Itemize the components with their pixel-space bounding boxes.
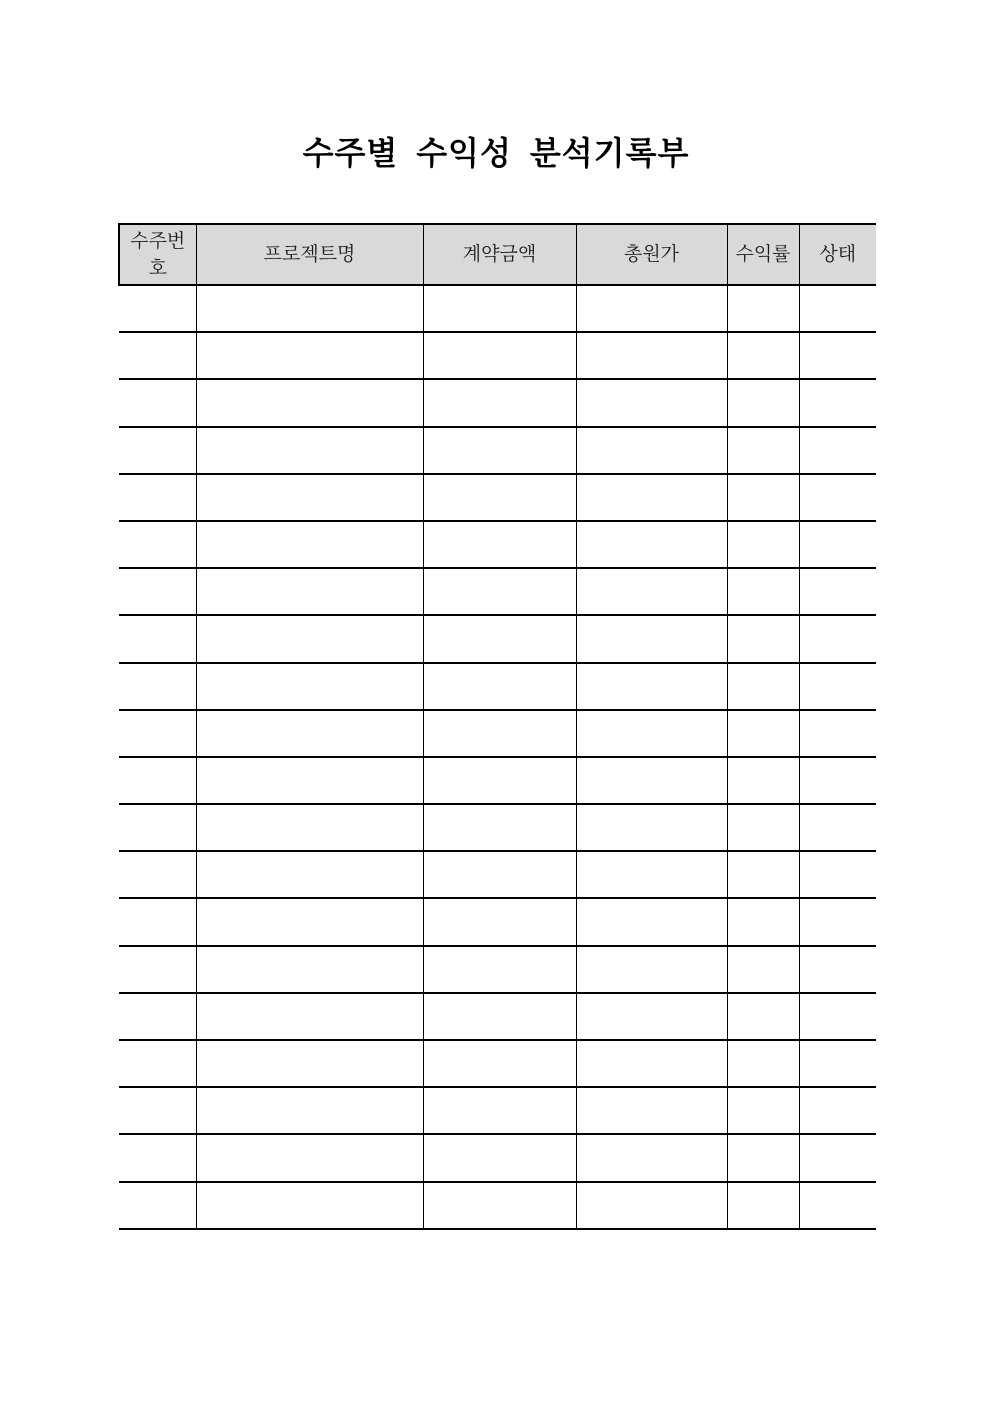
empty-cell xyxy=(196,1040,423,1087)
empty-cell xyxy=(576,427,727,474)
column-header-status: 상태 xyxy=(799,224,876,285)
table-row xyxy=(119,663,876,710)
empty-cell xyxy=(423,379,576,426)
empty-cell xyxy=(196,379,423,426)
empty-cell xyxy=(119,1040,196,1087)
empty-cell xyxy=(799,851,876,898)
table-row xyxy=(119,1040,876,1087)
empty-cell xyxy=(576,1134,727,1181)
empty-cell xyxy=(119,710,196,757)
empty-cell xyxy=(799,285,876,332)
empty-cell xyxy=(196,332,423,379)
empty-cell xyxy=(196,898,423,945)
empty-cell xyxy=(727,427,799,474)
table-row xyxy=(119,804,876,851)
table-row xyxy=(119,851,876,898)
table-row xyxy=(119,993,876,1040)
empty-cell xyxy=(799,1087,876,1134)
empty-cell xyxy=(119,474,196,521)
table-row xyxy=(119,757,876,804)
empty-cell xyxy=(576,615,727,662)
table-row xyxy=(119,1087,876,1134)
empty-cell xyxy=(423,851,576,898)
empty-cell xyxy=(727,1087,799,1134)
table-row xyxy=(119,898,876,945)
empty-cell xyxy=(727,1182,799,1229)
empty-cell xyxy=(423,427,576,474)
empty-cell xyxy=(423,757,576,804)
empty-cell xyxy=(196,427,423,474)
empty-cell xyxy=(799,474,876,521)
empty-cell xyxy=(423,1087,576,1134)
empty-cell xyxy=(423,1182,576,1229)
empty-cell xyxy=(727,1040,799,1087)
table-row xyxy=(119,946,876,993)
empty-cell xyxy=(727,285,799,332)
empty-cell xyxy=(799,379,876,426)
table-row xyxy=(119,615,876,662)
empty-cell xyxy=(196,615,423,662)
empty-cell xyxy=(196,1087,423,1134)
empty-cell xyxy=(423,946,576,993)
table-row xyxy=(119,1182,876,1229)
empty-cell xyxy=(423,521,576,568)
empty-cell xyxy=(727,898,799,945)
empty-cell xyxy=(799,1134,876,1181)
empty-cell xyxy=(423,615,576,662)
table-row xyxy=(119,379,876,426)
table-row xyxy=(119,332,876,379)
empty-cell xyxy=(119,615,196,662)
empty-cell xyxy=(423,1134,576,1181)
column-header-total-cost: 총원가 xyxy=(576,224,727,285)
empty-cell xyxy=(119,568,196,615)
empty-cell xyxy=(196,946,423,993)
table-row xyxy=(119,285,876,332)
empty-cell xyxy=(576,332,727,379)
empty-cell xyxy=(196,568,423,615)
empty-cell xyxy=(423,1040,576,1087)
empty-cell xyxy=(423,568,576,615)
empty-cell xyxy=(576,1182,727,1229)
empty-cell xyxy=(799,804,876,851)
empty-cell xyxy=(727,710,799,757)
empty-cell xyxy=(799,1040,876,1087)
empty-cell xyxy=(576,710,727,757)
empty-cell xyxy=(727,804,799,851)
empty-cell xyxy=(196,285,423,332)
empty-cell xyxy=(196,757,423,804)
empty-cell xyxy=(576,474,727,521)
empty-cell xyxy=(727,615,799,662)
column-header-contract-amount: 계약금액 xyxy=(423,224,576,285)
empty-cell xyxy=(196,851,423,898)
empty-cell xyxy=(119,521,196,568)
empty-cell xyxy=(119,1182,196,1229)
empty-cell xyxy=(196,474,423,521)
empty-cell xyxy=(196,663,423,710)
empty-cell xyxy=(799,332,876,379)
empty-cell xyxy=(799,993,876,1040)
column-header-order-number: 수주번호 xyxy=(119,224,196,285)
empty-cell xyxy=(196,1134,423,1181)
empty-cell xyxy=(727,851,799,898)
empty-cell xyxy=(119,285,196,332)
empty-cell xyxy=(119,1087,196,1134)
empty-cell xyxy=(727,757,799,804)
empty-cell xyxy=(727,663,799,710)
empty-cell xyxy=(727,568,799,615)
table-header xyxy=(119,224,876,285)
empty-cell xyxy=(119,804,196,851)
page-title: 수주별 수익성 분석기록부 xyxy=(302,135,690,171)
empty-cell xyxy=(576,898,727,945)
empty-cell xyxy=(423,804,576,851)
empty-cell xyxy=(576,379,727,426)
empty-cell xyxy=(196,1182,423,1229)
empty-cell xyxy=(423,898,576,945)
empty-cell xyxy=(576,663,727,710)
empty-cell xyxy=(576,1040,727,1087)
empty-cell xyxy=(119,851,196,898)
empty-cell xyxy=(727,1134,799,1181)
table-row xyxy=(119,474,876,521)
empty-cell xyxy=(576,285,727,332)
table-row xyxy=(119,568,876,615)
table-row xyxy=(119,521,876,568)
empty-cell xyxy=(727,474,799,521)
empty-cell xyxy=(799,521,876,568)
empty-cell xyxy=(423,332,576,379)
table-row xyxy=(119,710,876,757)
empty-cell xyxy=(423,285,576,332)
empty-cell xyxy=(799,427,876,474)
empty-cell xyxy=(576,521,727,568)
empty-cell xyxy=(119,757,196,804)
empty-cell xyxy=(196,993,423,1040)
empty-cell xyxy=(799,710,876,757)
column-header-project-name: 프로젝트명 xyxy=(196,224,423,285)
table-body xyxy=(119,285,876,1229)
empty-cell xyxy=(576,804,727,851)
empty-cell xyxy=(727,332,799,379)
empty-cell xyxy=(799,615,876,662)
empty-cell xyxy=(727,993,799,1040)
column-header-profit-rate: 수익률 xyxy=(727,224,799,285)
empty-cell xyxy=(799,898,876,945)
empty-cell xyxy=(423,474,576,521)
empty-cell xyxy=(196,710,423,757)
empty-cell xyxy=(799,946,876,993)
empty-cell xyxy=(576,568,727,615)
empty-cell xyxy=(119,946,196,993)
empty-cell xyxy=(119,1134,196,1181)
empty-cell xyxy=(119,332,196,379)
empty-cell xyxy=(727,379,799,426)
empty-cell xyxy=(576,946,727,993)
empty-cell xyxy=(119,379,196,426)
empty-cell xyxy=(576,993,727,1040)
empty-cell xyxy=(119,898,196,945)
empty-cell xyxy=(196,804,423,851)
empty-cell xyxy=(799,568,876,615)
empty-cell xyxy=(727,946,799,993)
empty-cell xyxy=(423,710,576,757)
empty-cell xyxy=(423,663,576,710)
empty-cell xyxy=(727,521,799,568)
empty-cell xyxy=(119,427,196,474)
profitability-record-table xyxy=(118,223,876,1230)
empty-cell xyxy=(423,993,576,1040)
empty-cell xyxy=(119,663,196,710)
empty-cell xyxy=(799,663,876,710)
empty-cell xyxy=(576,757,727,804)
empty-cell xyxy=(799,757,876,804)
header-row xyxy=(119,224,876,285)
empty-cell xyxy=(576,1087,727,1134)
table-row xyxy=(119,427,876,474)
empty-cell xyxy=(576,851,727,898)
empty-cell xyxy=(196,521,423,568)
empty-cell xyxy=(119,993,196,1040)
table-row xyxy=(119,1134,876,1181)
empty-cell xyxy=(799,1182,876,1229)
